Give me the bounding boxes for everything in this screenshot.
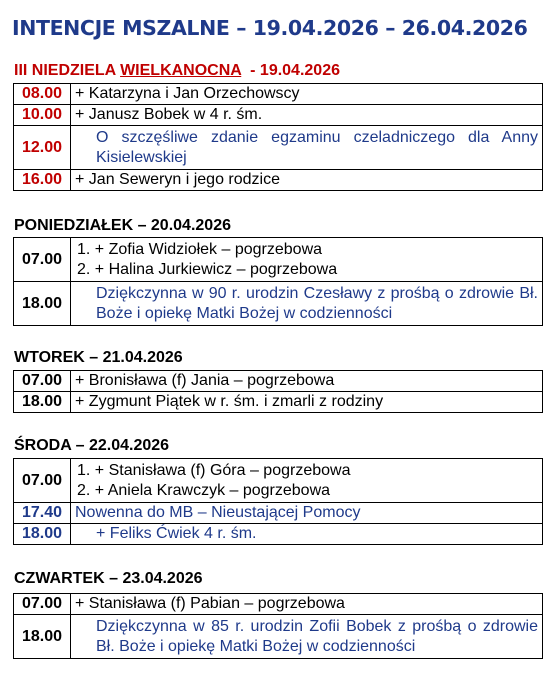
mass-time: 07.00 <box>14 238 71 282</box>
mass-intention: + Janusz Bobek w 4 r. śm. <box>71 105 543 126</box>
table-row <box>14 615 543 659</box>
table-row <box>14 105 543 126</box>
mass-intention: + Jan Seweryn i jego rodzice <box>71 170 543 191</box>
mass-intention <box>71 459 543 503</box>
intention-line: 1. + Stanisława (f) Góra – pogrzebowa <box>77 461 351 479</box>
day-heading-wednesday: ŚRODA – 22.04.2026 <box>14 437 170 454</box>
intention-line: 2. + Halina Jurkiewicz – pogrzebowa <box>77 260 338 278</box>
mass-time: 18.00 <box>14 524 71 545</box>
mass-time: 16.00 <box>14 170 71 191</box>
table-row <box>14 594 543 615</box>
table-row <box>14 170 543 191</box>
wednesday-table <box>13 458 543 545</box>
mass-time: 10.00 <box>14 105 71 126</box>
table-row <box>14 126 543 170</box>
sunday-heading-prefix: III NIEDZIELA <box>14 62 121 79</box>
monday-table <box>13 237 543 326</box>
mass-time: 07.00 <box>14 594 71 615</box>
day-heading-sunday <box>14 62 340 80</box>
mass-intention: + Feliks Ćwiek 4 r. śm. <box>71 524 543 545</box>
page-title: INTENCJE MSZALNE – 19.04.2026 – 26.04.2026 <box>12 16 528 40</box>
tuesday-table <box>13 370 543 413</box>
sunday-heading-word: WIELKANOCNA <box>120 62 242 79</box>
day-heading-tuesday: WTOREK – 21.04.2026 <box>14 349 183 366</box>
mass-intention: O szczęśliwe zdanie egzaminu czeladniczego dla Anny Kisielewskiej <box>71 126 543 170</box>
mass-time: 12.00 <box>14 126 71 170</box>
mass-time: 17.40 <box>14 503 71 524</box>
mass-time: 07.00 <box>14 371 71 392</box>
mass-intention: Dziękczynna w 90 r. urodzin Czesławy z prośbą o zdrowie Bł. Boże i opiekę Matki Bożej w codzienności <box>71 282 543 326</box>
mass-intention: + Stanisława (f) Pabian – pogrzebowa <box>71 594 543 615</box>
mass-time: 18.00 <box>14 615 71 659</box>
table-row <box>14 238 543 282</box>
mass-intention: + Zygmunt Piątek w r. śm. i zmarli z rodziny <box>71 392 543 413</box>
mass-time: 07.00 <box>14 459 71 503</box>
mass-time: 08.00 <box>14 84 71 105</box>
mass-intention: + Katarzyna i Jan Orzechowscy <box>71 84 543 105</box>
mass-intention: Dziękczynna w 85 r. urodzin Zofii Bobek z prośbą o zdrowie Bł. Boże i opiekę Matki Bożej w codzienności <box>71 615 543 659</box>
thursday-table <box>13 593 543 659</box>
day-heading-thursday: CZWARTEK – 23.04.2026 <box>14 570 203 587</box>
intention-line: 1. + Zofia Widziołek – pogrzebowa <box>77 240 323 258</box>
table-row <box>14 459 543 503</box>
day-heading-monday: PONIEDZIAŁEK – 20.04.2026 <box>14 217 231 234</box>
intention-line: 2. + Aniela Krawczyk – pogrzebowa <box>77 481 331 499</box>
sunday-table <box>13 83 543 191</box>
table-row <box>14 524 543 545</box>
table-row <box>14 371 543 392</box>
sunday-heading-suffix: - 19.04.2026 <box>241 62 340 79</box>
mass-intention: Nowenna do MB – Nieustającej Pomocy <box>71 503 543 524</box>
mass-intention: + Bronisława (f) Jania – pogrzebowa <box>71 371 543 392</box>
table-row <box>14 282 543 326</box>
table-row <box>14 503 543 524</box>
table-row <box>14 84 543 105</box>
table-row <box>14 392 543 413</box>
mass-intention <box>71 238 543 282</box>
mass-time: 18.00 <box>14 282 71 326</box>
mass-time: 18.00 <box>14 392 71 413</box>
